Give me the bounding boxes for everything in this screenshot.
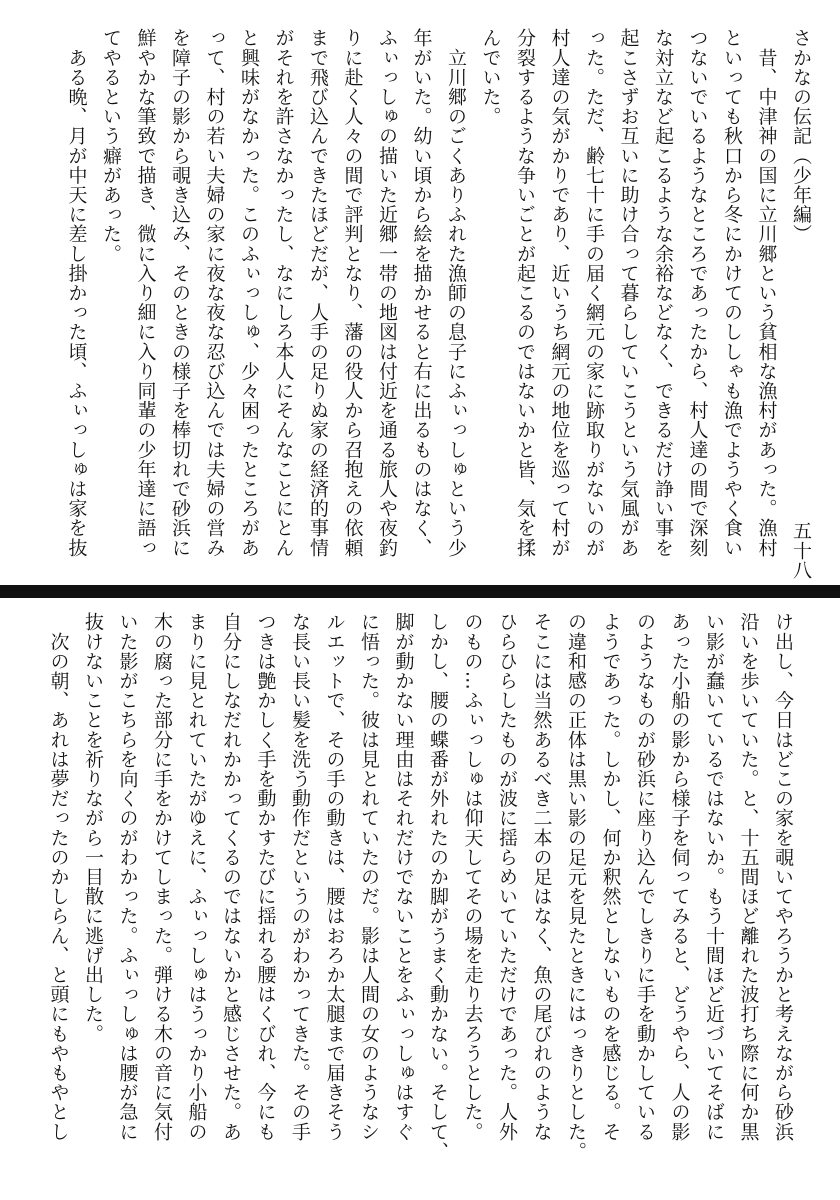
- text-column: 立川郷のごくありふれた漁師の息子にふぃっしゅという少: [445, 28, 467, 558]
- text-column: 起こさずお互いに助け合って暮らしていこうという気風があ: [617, 28, 640, 558]
- text-column: いた影がこちらを向くのがわかった。ふぃっしゅは腰が急に: [116, 612, 139, 1142]
- text-column: ひらひらしたものが波に揺らめいていただけであった。人外: [496, 612, 518, 1142]
- text-column: な長い長い髪を洗う動作だというのがわかってきた。その手: [289, 612, 311, 1142]
- top-text-block: [59, 28, 818, 580]
- text-column: を障子の影から覗き込み、そのときの様子を棒切れで砂浜に: [169, 28, 191, 558]
- text-column: のもの…ふぃっしゅは仰天してその場を走り去ろうとした。: [461, 612, 484, 1142]
- text-column: け出し、今日はどこの家を覗いてやろうかと考えながら砂浜: [772, 612, 794, 1142]
- text-column: 抜けないことを祈りながら一目散に逃げ出した。: [82, 612, 104, 1044]
- text-column: ルエットで、その手の動きは、腰はおろか太腿まで届きそう: [323, 612, 346, 1142]
- text-column: といっても秋口から冬にかけてのししゃも漁でようやく食い: [721, 28, 743, 558]
- text-column: まで飛び込んできたほどだが、人手の足りぬ家の経済的事情: [307, 28, 329, 558]
- text-column: りに赴く人々の間で評判となり、藩の役人から召抱えの依頼: [341, 28, 364, 558]
- text-column: つきは艶かしく手を動かすたびに揺れる腰はくびれ、今にも: [254, 612, 277, 1142]
- story-title: さかなの伝記（少年編）: [790, 28, 812, 244]
- text-column: がそれを許さなかったし、なにしろ本人にそんなことにとん: [272, 28, 295, 558]
- text-column: の違和感の正体は黒い影の足元を見たときにはっきりとした。: [565, 612, 587, 1161]
- text-column: そこには当然あるべき二本の足はなく、魚の尾びれのような: [530, 612, 553, 1142]
- text-column: ある晩、月が中天に差し掛かった頃、ふぃっしゅは家を抜: [65, 28, 88, 558]
- text-column: あった小船の影から様子を伺ってみると、どうやら、人の影: [668, 612, 691, 1142]
- text-column: って、村の若い夫婦の家に夜な夜な忍び込んでは夫婦の営み: [203, 28, 226, 558]
- text-column: まりに見とれていたがゆえに、ふぃっしゅはうっかり小船の: [185, 612, 208, 1142]
- text-column: のようなものが砂浜に座り込んでしきりに手を動かしている: [634, 612, 656, 1142]
- text-column: 次の朝、あれは夢だったのかしらん、と頭にもやもやとし: [47, 612, 70, 1142]
- text-column: ふぃっしゅの描いた近郷一帯の地図は付近を通る旅人や夜釣: [376, 28, 398, 558]
- text-column: った。ただ、齢七十に手の届く網元の家に跡取りがないのが: [583, 28, 605, 558]
- text-column: ようであった。しかし、何か釈然としないものを感じる。そ: [599, 612, 622, 1142]
- text-column: つないでいるようなところであったから、村人達の間で深刻: [686, 28, 709, 558]
- text-column: 沿いを歩いていた。と、十五間ほど離れた波打ち際に何か黒: [737, 612, 760, 1142]
- title-column: [784, 28, 819, 580]
- text-column: に悟った。彼は見とれていたのだ。影は人間の女のようなシ: [358, 612, 380, 1142]
- text-column: 昔、中津神の国に立川郷という貧相な漁村があった。漁村: [755, 28, 778, 558]
- text-column: い影が蠢いているではないか。もう十間ほど近づいてそばに: [703, 612, 725, 1142]
- text-column: 分裂するような争いごとが起こるのではないかと皆、気を揉: [514, 28, 536, 558]
- text-column: 年がいた。幼い頃から絵を描かせると右に出るものはなく、: [410, 28, 433, 558]
- text-column: 自分にしなだれかかってくるのではないかと感じさせた。あ: [220, 612, 242, 1142]
- text-column: んでいた。: [479, 28, 502, 126]
- section-divider: [0, 585, 840, 598]
- text-column: 村人達の気がかりであり、近いうち網元の地位を巡って村が: [548, 28, 571, 558]
- text-column: てやるという癖があった。: [100, 28, 122, 264]
- text-column: 鮮やかな筆致で描き、微に入り細に入り同輩の少年達に語っ: [134, 28, 157, 558]
- bottom-text-block: [41, 612, 800, 1172]
- text-column: しかし、腰の蝶番が外れたのか脚がうまく動かない。そして、: [427, 612, 449, 1161]
- text-column: 脚が動かない理由はそれだけでないことをふぃっしゅはすぐ: [392, 612, 415, 1142]
- text-column: 木の腐った部分に手をかけてしまった。弾ける木の音に気付: [151, 612, 173, 1142]
- text-column: と興味がなかった。このふぃっしゅ、少々困ったところがあ: [238, 28, 260, 558]
- episode-number: 五十八: [790, 521, 812, 580]
- text-column: な対立など起こるような余裕などなく、できるだけ諍い事を: [652, 28, 674, 558]
